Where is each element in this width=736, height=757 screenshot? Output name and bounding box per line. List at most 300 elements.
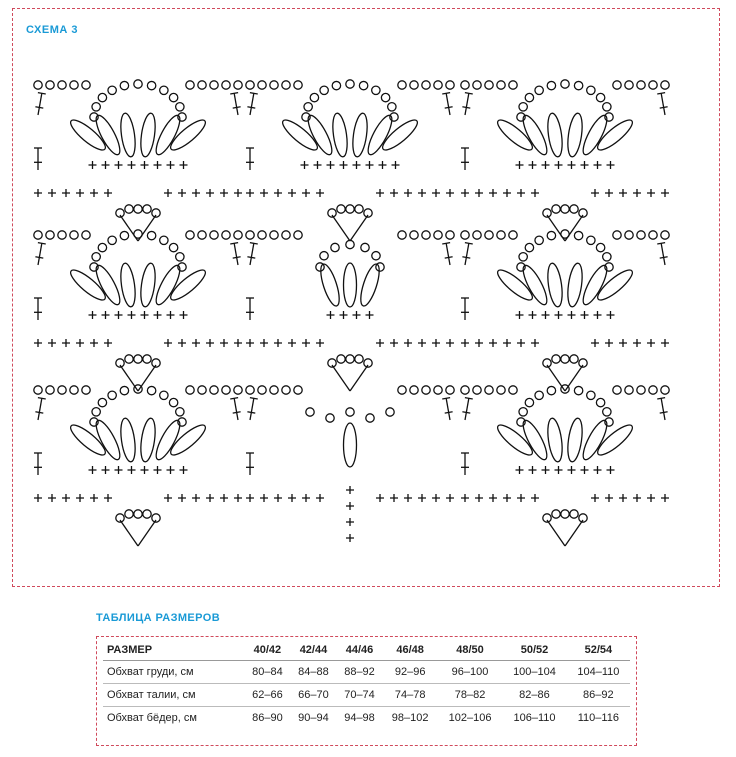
chain-stitch: [434, 81, 442, 89]
chain-stitch: [561, 230, 569, 238]
chain-stitch: [120, 81, 128, 89]
single-crochet: [141, 466, 149, 474]
chain-stitch: [234, 81, 242, 89]
chain-stitch: [535, 86, 543, 94]
single-crochet: [346, 518, 354, 526]
treble-stitch: [250, 243, 254, 265]
single-crochet: [647, 189, 655, 197]
single-crochet: [489, 189, 497, 197]
chain-stitch: [434, 386, 442, 394]
single-crochet: [619, 494, 627, 502]
table-row: [103, 707, 630, 730]
single-crochet: [327, 161, 335, 169]
single-crochet: [517, 494, 525, 502]
chain-stitch: [603, 103, 611, 111]
chain-stitch: [70, 81, 78, 89]
chain-stitch: [108, 391, 116, 399]
single-crochet: [192, 494, 200, 502]
chain-stitch: [587, 86, 595, 94]
chain-stitch: [497, 386, 505, 394]
chain-stitch: [570, 205, 578, 213]
single-crochet: [516, 466, 524, 474]
single-crochet: [167, 466, 175, 474]
treble-crossbar: [445, 107, 453, 108]
chain-stitch: [234, 231, 242, 239]
chain-stitch: [561, 355, 569, 363]
chain-stitch: [574, 386, 582, 394]
single-crochet: [90, 339, 98, 347]
chain-stitch: [46, 81, 54, 89]
chain-stitch: [169, 93, 177, 101]
chain-stitch: [82, 81, 90, 89]
chain-stitch: [306, 408, 314, 416]
treble-stitch: [465, 93, 469, 115]
treble-crossbar: [660, 257, 668, 258]
fan-leg: [547, 520, 565, 546]
single-crochet: [316, 189, 324, 197]
single-crochet: [619, 339, 627, 347]
single-crochet: [418, 339, 426, 347]
table-cell: 90–94: [298, 712, 329, 724]
fan-petal: [331, 112, 350, 157]
chain-stitch: [282, 81, 290, 89]
single-crochet: [461, 494, 469, 502]
single-crochet: [76, 494, 84, 502]
single-crochet: [34, 339, 42, 347]
fan-petal: [594, 421, 636, 459]
single-crochet: [542, 161, 550, 169]
single-crochet: [34, 494, 42, 502]
fan-petal: [594, 266, 636, 304]
single-crochet: [353, 311, 361, 319]
chain-stitch: [143, 510, 151, 518]
single-crochet: [274, 339, 282, 347]
single-crochet: [531, 189, 539, 197]
table-cell: 100–104: [502, 661, 566, 684]
size-table-title: ТАБЛИЦА РАЗМЕРОВ: [96, 612, 221, 624]
chain-stitch: [637, 81, 645, 89]
single-crochet: [90, 189, 98, 197]
single-crochet: [288, 189, 296, 197]
single-crochet: [302, 189, 310, 197]
single-crochet: [164, 339, 172, 347]
single-crochet: [288, 339, 296, 347]
single-crochet: [154, 311, 162, 319]
chain-stitch: [574, 231, 582, 239]
chain-stitch: [82, 386, 90, 394]
treble-crossbar: [660, 412, 668, 413]
chain-stitch: [625, 231, 633, 239]
single-crochet: [206, 339, 214, 347]
header-cell: 42/44: [290, 641, 336, 661]
treble-crossbar: [247, 107, 255, 108]
single-crochet: [446, 494, 454, 502]
chain-stitch: [282, 231, 290, 239]
chain-stitch: [258, 231, 266, 239]
single-crochet: [234, 189, 242, 197]
fan-petal: [546, 262, 565, 307]
chain-stitch: [434, 231, 442, 239]
table-cell: 98–102: [391, 712, 429, 724]
chain-stitch: [210, 386, 218, 394]
chain-stitch: [661, 81, 669, 89]
single-crochet: [633, 189, 641, 197]
single-crochet: [180, 161, 188, 169]
chain-stitch: [270, 81, 278, 89]
single-crochet: [446, 339, 454, 347]
single-crochet: [89, 466, 97, 474]
chain-stitch: [649, 81, 657, 89]
single-crochet: [531, 494, 539, 502]
chain-stitch: [320, 86, 328, 94]
single-crochet: [62, 494, 70, 502]
chain-stitch: [366, 414, 374, 422]
treble-top: [465, 93, 473, 94]
chain-stitch: [143, 355, 151, 363]
single-crochet: [288, 494, 296, 502]
chain-stitch: [58, 386, 66, 394]
single-crochet: [591, 494, 599, 502]
single-crochet: [167, 311, 175, 319]
chain-stitch: [98, 243, 106, 251]
treble-crossbar: [247, 257, 255, 258]
single-crochet: [206, 189, 214, 197]
fan-leg: [332, 215, 350, 241]
single-crochet: [128, 466, 136, 474]
chain-stitch: [361, 243, 369, 251]
single-crochet: [594, 311, 602, 319]
single-crochet: [517, 189, 525, 197]
chain-stitch: [637, 231, 645, 239]
single-crochet: [633, 339, 641, 347]
fan-petal: [67, 421, 109, 459]
chain-stitch: [70, 231, 78, 239]
single-crochet: [390, 189, 398, 197]
chain-stitch: [246, 81, 254, 89]
chain-stitch: [332, 81, 340, 89]
chain-stitch: [326, 414, 334, 422]
chain-stitch: [294, 81, 302, 89]
chain-stitch: [258, 386, 266, 394]
single-crochet: [34, 189, 42, 197]
chain-stitch: [169, 398, 177, 406]
single-crochet: [475, 189, 483, 197]
treble-top: [657, 398, 665, 399]
treble-stitch: [38, 243, 42, 265]
table-cell: 92–96: [383, 661, 438, 684]
treble-crossbar: [233, 257, 241, 258]
single-crochet: [555, 311, 563, 319]
chain-stitch: [134, 205, 142, 213]
treble-stitch: [234, 93, 238, 115]
single-crochet: [607, 161, 615, 169]
chain-stitch: [176, 408, 184, 416]
chain-stitch: [613, 81, 621, 89]
chain-stitch: [346, 240, 354, 248]
chain-stitch: [561, 80, 569, 88]
chain-stitch: [386, 408, 394, 416]
chain-stitch: [552, 510, 560, 518]
table-cell: 110–116: [577, 712, 619, 724]
treble-crossbar: [462, 107, 470, 108]
single-crochet: [104, 339, 112, 347]
chain-stitch: [346, 408, 354, 416]
single-crochet: [376, 494, 384, 502]
single-crochet: [154, 161, 162, 169]
chain-stitch: [473, 386, 481, 394]
treble-top: [657, 93, 665, 94]
single-crochet: [661, 339, 669, 347]
header-cell: РАЗМЕР: [103, 641, 244, 661]
fan-petal: [317, 262, 343, 308]
treble-crossbar: [445, 257, 453, 258]
chain-stitch: [120, 231, 128, 239]
single-crochet: [529, 161, 537, 169]
fan-leg: [350, 365, 368, 391]
fan-leg: [138, 520, 156, 546]
chain-stitch: [58, 81, 66, 89]
chain-stitch: [258, 81, 266, 89]
table-cell: 70–74: [336, 684, 382, 707]
chain-stitch: [461, 386, 469, 394]
single-crochet: [104, 189, 112, 197]
single-crochet: [605, 494, 613, 502]
fan-petal: [351, 112, 370, 157]
chain-stitch: [398, 231, 406, 239]
single-crochet: [607, 466, 615, 474]
chain-stitch: [422, 386, 430, 394]
single-crochet: [302, 339, 310, 347]
chain-stitch: [422, 231, 430, 239]
chain-stitch: [108, 236, 116, 244]
single-crochet: [154, 466, 162, 474]
single-crochet: [128, 311, 136, 319]
table-cell: 82–86: [502, 684, 566, 707]
single-crochet: [340, 311, 348, 319]
chain-stitch: [485, 231, 493, 239]
fan-petal: [566, 417, 585, 462]
chain-stitch: [525, 93, 533, 101]
single-crochet: [390, 339, 398, 347]
treble-top: [230, 93, 238, 94]
fan-leg: [565, 520, 583, 546]
single-crochet: [461, 339, 469, 347]
chain-stitch: [485, 386, 493, 394]
treble-stitch: [446, 93, 450, 115]
chain-stitch: [547, 386, 555, 394]
single-crochet: [591, 339, 599, 347]
chain-stitch: [346, 80, 354, 88]
chain-stitch: [294, 386, 302, 394]
treble-stitch: [465, 398, 469, 420]
single-crochet: [529, 311, 537, 319]
chain-stitch: [561, 385, 569, 393]
single-crochet: [234, 339, 242, 347]
size-table-grid: [103, 641, 630, 729]
treble-top: [465, 398, 473, 399]
fan-petal: [139, 262, 158, 307]
single-crochet: [475, 494, 483, 502]
treble-crossbar: [35, 257, 43, 258]
chain-stitch: [222, 231, 230, 239]
chain-stitch: [519, 103, 527, 111]
chain-stitch: [34, 81, 42, 89]
single-crochet: [260, 494, 268, 502]
table-cell: 80–84: [244, 661, 290, 684]
chain-stitch: [270, 386, 278, 394]
single-crochet: [432, 189, 440, 197]
treble-stitch: [38, 398, 42, 420]
chain-stitch: [198, 81, 206, 89]
single-crochet: [376, 339, 384, 347]
chain-stitch: [282, 386, 290, 394]
single-crochet: [475, 339, 483, 347]
chain-stitch: [613, 231, 621, 239]
header-cell: 46/48: [383, 641, 438, 661]
chain-stitch: [509, 81, 517, 89]
chain-stitch: [46, 386, 54, 394]
chain-stitch: [603, 253, 611, 261]
single-crochet: [246, 494, 254, 502]
chain-stitch: [613, 386, 621, 394]
header-cell: 50/52: [502, 641, 566, 661]
chain-stitch: [570, 355, 578, 363]
chain-stitch: [625, 81, 633, 89]
single-crochet: [516, 161, 524, 169]
table-cell: 102–106: [448, 712, 492, 724]
header-cell: 44/46: [336, 641, 382, 661]
single-crochet: [555, 466, 563, 474]
chain-stitch: [561, 205, 569, 213]
single-crochet: [90, 494, 98, 502]
single-crochet: [432, 339, 440, 347]
treble-top: [230, 398, 238, 399]
table-cell: 74–78: [383, 684, 438, 707]
single-crochet: [418, 494, 426, 502]
chain-stitch: [270, 231, 278, 239]
table-cell: 62–66: [244, 684, 290, 707]
single-crochet: [220, 494, 228, 502]
header-cell: 48/50: [438, 641, 502, 661]
chain-stitch: [381, 93, 389, 101]
single-crochet: [340, 161, 348, 169]
single-crochet: [167, 161, 175, 169]
chain-stitch: [535, 391, 543, 399]
single-crochet: [605, 189, 613, 197]
single-crochet: [246, 339, 254, 347]
chain-stitch: [304, 103, 312, 111]
treble-stitch: [250, 93, 254, 115]
chain-stitch: [186, 81, 194, 89]
chain-stitch: [422, 81, 430, 89]
chain-stitch: [246, 386, 254, 394]
single-crochet: [89, 311, 97, 319]
single-crochet: [379, 161, 387, 169]
size-table: [96, 636, 637, 746]
chain-stitch: [446, 81, 454, 89]
single-crochet: [581, 161, 589, 169]
single-crochet: [542, 311, 550, 319]
treble-crossbar: [247, 412, 255, 413]
chain-stitch: [143, 205, 151, 213]
chain-stitch: [535, 236, 543, 244]
treble-top: [442, 398, 450, 399]
chain-stitch: [169, 243, 177, 251]
fan-petal: [119, 417, 138, 462]
scheme-title: СХЕМА 3: [26, 24, 78, 36]
chain-stitch: [649, 231, 657, 239]
table-cell: 86–92: [567, 684, 630, 707]
chain-stitch: [160, 236, 168, 244]
chain-stitch: [446, 231, 454, 239]
table-cell: 86–90: [252, 712, 283, 724]
chain-stitch: [98, 398, 106, 406]
chain-stitch: [125, 205, 133, 213]
chain-stitch: [625, 386, 633, 394]
chain-stitch: [561, 510, 569, 518]
chain-stitch: [46, 231, 54, 239]
chain-stitch: [372, 252, 380, 260]
treble-stitch: [465, 243, 469, 265]
crochet-symbols: [34, 80, 669, 546]
chain-stitch: [587, 236, 595, 244]
table-cell: 66–70: [290, 684, 336, 707]
table-row: [103, 684, 630, 707]
treble-stitch: [446, 398, 450, 420]
chain-stitch: [355, 205, 363, 213]
chain-stitch: [587, 391, 595, 399]
single-crochet: [316, 494, 324, 502]
treble-top: [250, 93, 258, 94]
single-crochet: [542, 466, 550, 474]
fan-petal: [139, 112, 158, 157]
treble-stitch: [250, 398, 254, 420]
chain-stitch: [359, 81, 367, 89]
single-crochet: [220, 339, 228, 347]
chain-stitch: [637, 386, 645, 394]
single-crochet: [115, 466, 123, 474]
fan-petal: [494, 266, 536, 304]
fan-petal: [594, 116, 636, 154]
chain-stitch: [519, 408, 527, 416]
chain-stitch: [108, 86, 116, 94]
fan-petal: [546, 112, 565, 157]
table-cell: 84–88: [290, 661, 336, 684]
chain-stitch: [661, 386, 669, 394]
single-crochet: [164, 189, 172, 197]
single-crochet: [647, 339, 655, 347]
chain-stitch: [337, 355, 345, 363]
chain-stitch: [246, 231, 254, 239]
chain-stitch: [34, 231, 42, 239]
single-crochet: [446, 189, 454, 197]
chain-stitch: [186, 231, 194, 239]
fan-petal: [494, 421, 536, 459]
treble-crossbar: [462, 257, 470, 258]
single-crochet: [128, 161, 136, 169]
table-cell: 78–82: [438, 684, 502, 707]
treble-stitch: [661, 398, 665, 420]
chain-stitch: [547, 231, 555, 239]
single-crochet: [115, 311, 123, 319]
chain-stitch: [92, 408, 100, 416]
chain-stitch: [316, 263, 324, 271]
fan-leg: [332, 365, 350, 391]
single-crochet: [327, 311, 335, 319]
table-row: [103, 661, 630, 684]
fan-petal: [119, 112, 138, 157]
chain-stitch: [346, 205, 354, 213]
